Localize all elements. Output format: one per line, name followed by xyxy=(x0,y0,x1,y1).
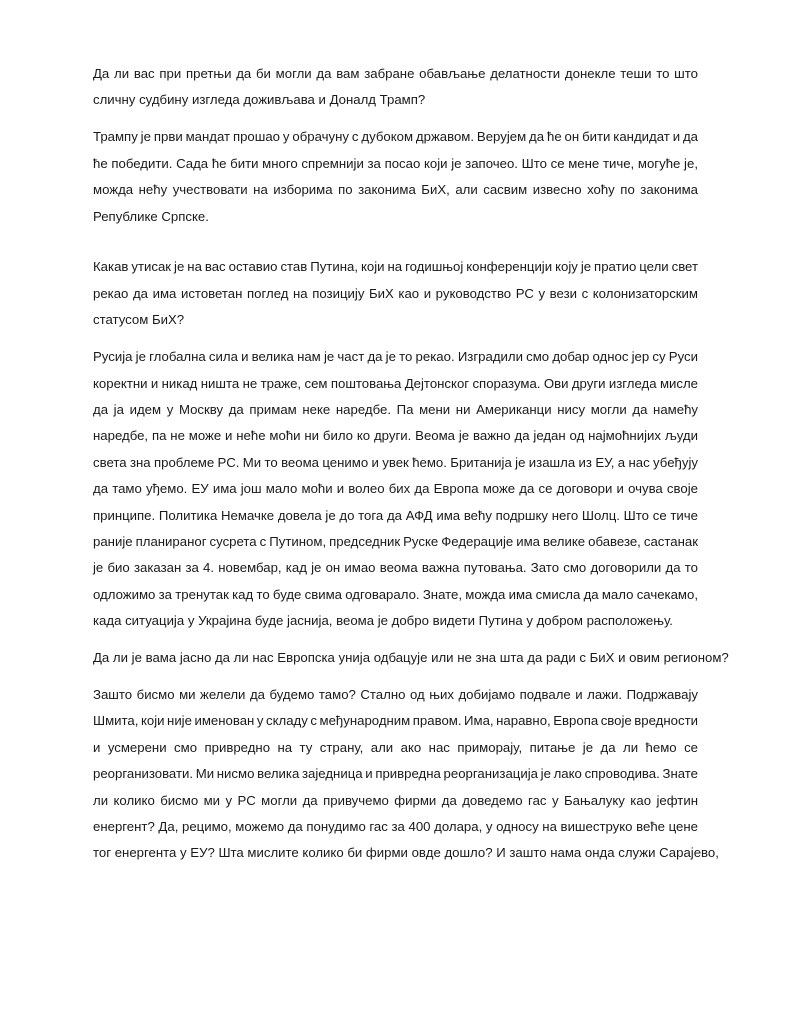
question-paragraph xyxy=(93,254,698,333)
text-line: Какав утисак је на вас оставио став Путина, који на годишњој конференцији коју је пратио цели свет xyxy=(93,259,698,275)
text-line: одложимо за тренутак кад то буде свима одговарало. Знате, можда има смисла да мало сачекамо, xyxy=(93,586,698,602)
text-line: ли колико бисмо ми у РС могли да привучемо фирми да доведемо гас у Бањалуку као јефтин xyxy=(93,792,698,808)
text-line: коректни и никад ништа не траже, сем поштовања Дејтонског споразума. Ови други изгледа мисле xyxy=(93,375,698,391)
text-line: можда нећу учествовати на изборима по законима БиХ, али сасвим извесно хоћу по законима xyxy=(93,182,698,198)
text-line: Зашто бисмо ми желели да будемо тамо? Стално од њих добијамо подвале и лажи. Подржавају xyxy=(93,687,698,703)
document-page xyxy=(93,61,729,867)
text-line: статусом БиХ? xyxy=(93,312,185,328)
text-line: Да ли је вама јасно да ли нас Европска унија одбацује или не зна шта да ради с БиХ и овим регионом? xyxy=(93,650,729,666)
text-line: сличну судбину изгледа доживљава и Доналд Трамп? xyxy=(93,92,426,108)
text-line: принципе. Политика Немачке довела је до тога да АФД има већу подршку него Шолц. Што се тиче xyxy=(93,507,698,523)
text-line: Русија је глобална сила и велика нам је част да је то рекао. Изградили смо добар однос јер су Руси xyxy=(93,349,698,365)
answer-paragraph xyxy=(93,344,698,634)
text-line: тог енергента у ЕУ? Шта мислите колико би фирми овде дошло? И зашто нама онда служи Сарајево, xyxy=(93,845,719,861)
text-line: раније планираног сусрета с Путином, председник Руске Федерације има велике обавезе, састанак xyxy=(93,534,698,549)
text-line: рекао да има истоветан поглед на позицију БиХ као и руководство РС у вези с колонизаторским xyxy=(93,285,698,301)
text-line: је био заказан за 4. новембар, кад је он имао веома важна путовања. Зато смо договорили да то xyxy=(93,560,698,576)
text-line: реорганизовати. Ми нисмо велика заједница и привредна реорганизација је лако спроводива. Знате xyxy=(93,766,698,782)
text-line: да тамо уђемо. ЕУ има још мало моћи и волео бих да Европа може да се договори и очува своје xyxy=(93,481,698,497)
text-line: Да ли вас при претњи да би могли да вам забране обављање делатности донекле теши то што xyxy=(93,66,698,81)
text-line: ће победити. Сада ће бити много спремнији за посао који је започео. Што се мене тиче, могуће је, xyxy=(93,155,698,171)
answer-paragraph xyxy=(93,124,698,230)
question-paragraph xyxy=(93,61,698,114)
text-line: да ја идем у Москву да примам неке наредбе. Па мени ни Американци нису могли да намећу xyxy=(93,401,698,417)
text-line: Републике Српске. xyxy=(93,208,209,224)
text-line: Шмита, који није именован у складу с међународним правом. Има, наравно, Европа своје вредности xyxy=(93,713,698,729)
text-line: енергент? Да, рецимо, можемо да понудимо гас за 400 долара, у односу на вишеструко веће цене xyxy=(93,819,698,835)
text-line: наредбе, па не може и неће моћи ни било ко други. Веома је важно да један од најмоћнијих људи xyxy=(93,428,698,444)
question-paragraph xyxy=(93,645,729,671)
text-line: када ситуација у Украјина буде јаснија, веома је добро видети Путина у добром расположењу. xyxy=(93,613,673,629)
answer-paragraph xyxy=(93,682,719,867)
text-line: Трампу је први мандат прошао у обрачуну с дубоком државом. Верујем да ће он бити кандидат и да xyxy=(93,129,698,145)
text-line: и усмерени смо привредно на ту страну, али ако нас приморају, питање је да ли ћемо се xyxy=(93,739,698,755)
text-line: света зна проблеме РС. Ми то веома ценимо и увек ћемо. Британија је изашла из ЕУ, а нас убеђују xyxy=(93,454,698,470)
